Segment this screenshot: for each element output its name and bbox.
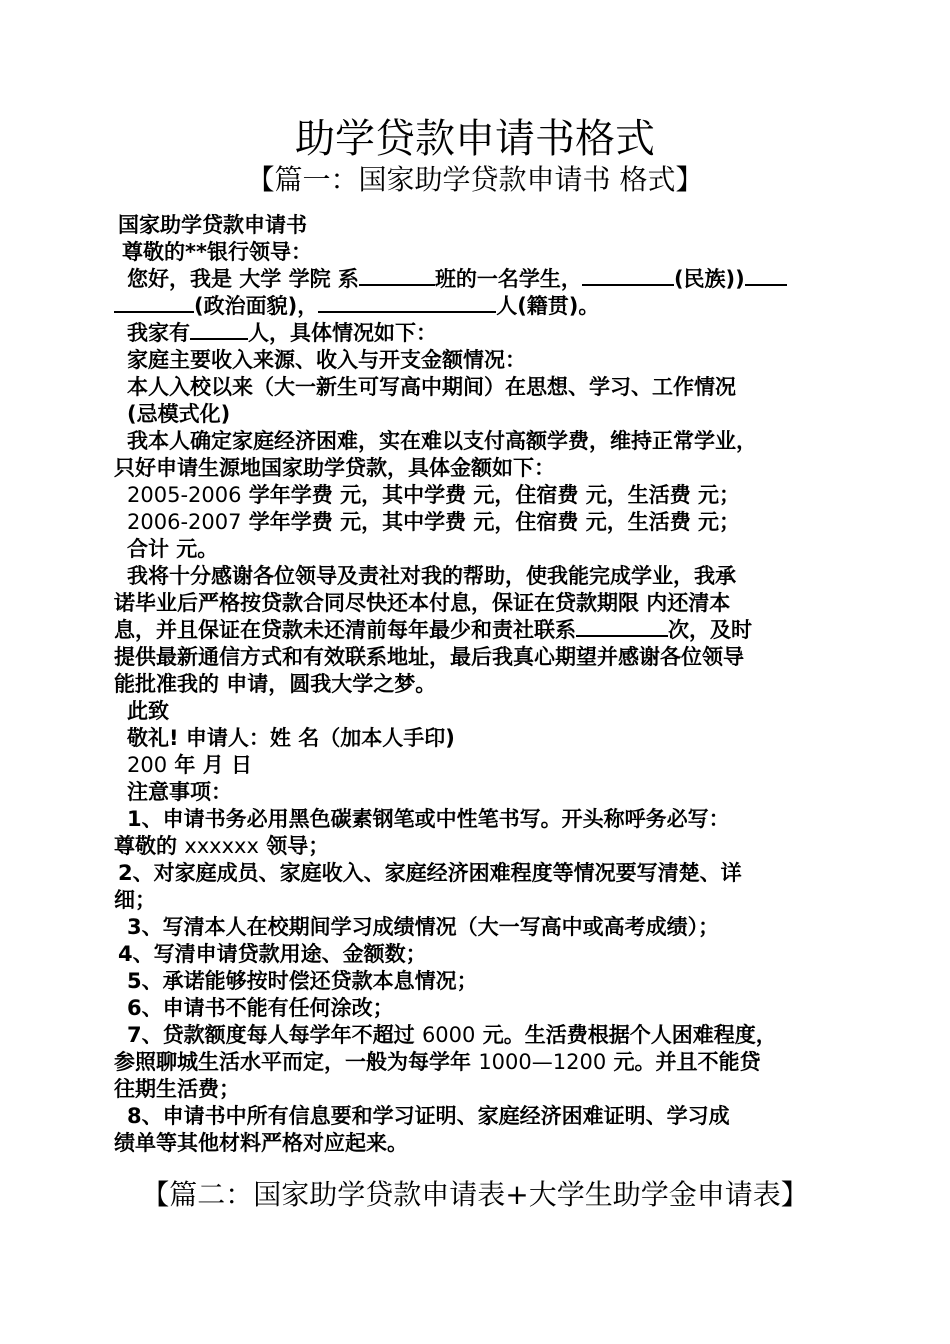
hometown-blank bbox=[318, 293, 496, 313]
note-1-line-1: 1、申请书务必用黑色碳素钢笔或中性笔书写。开头称呼务必写： bbox=[127, 807, 730, 831]
family-text-b: 人，具体情况如下： bbox=[248, 321, 437, 345]
promise-line-3 bbox=[114, 617, 844, 644]
letter-heading: 国家助学贷款申请书 bbox=[118, 213, 307, 237]
note-6: 6、申请书不能有任何涂改； bbox=[127, 996, 394, 1020]
political-blank-start bbox=[745, 266, 787, 286]
total-line: 合计 元。 bbox=[127, 537, 219, 561]
salutation: 尊敬的**银行领导： bbox=[122, 240, 312, 264]
note-7-text-b1: 参照聊城生活水平而定，一般为每学年 bbox=[114, 1050, 471, 1074]
intro-text-a: 您好，我是 大学 学院 系 bbox=[127, 267, 359, 291]
income-line: 家庭主要收入来源、收入与开支金额情况： bbox=[127, 348, 526, 372]
date-number: 200 bbox=[127, 753, 168, 777]
notes-heading: 注意事项： bbox=[127, 780, 232, 804]
note-1-text-a: 尊敬的 bbox=[114, 834, 177, 858]
since-enroll-line-2: (忌模式化) bbox=[127, 402, 231, 426]
note-7-amount: 6000 bbox=[421, 1023, 476, 1047]
note-3: 3、写清本人在校期间学习成绩情况（大一写高中或高考成绩）； bbox=[127, 915, 720, 939]
since-enroll-line-1: 本人入校以来（大一新生可写高中期间）在思想、学习、工作情况 bbox=[127, 375, 736, 399]
intro-text-b: 班的一名学生， bbox=[434, 267, 582, 291]
note-5: 5、承诺能够按时偿还贷款本息情况； bbox=[127, 969, 478, 993]
year2-line bbox=[114, 509, 844, 536]
note-7-range: 1000—1200 bbox=[478, 1050, 607, 1074]
promise-line-5: 能批准我的 申请，圆我大学之梦。 bbox=[114, 672, 437, 696]
intro-text-d: (政治面貌)， bbox=[194, 294, 319, 318]
family-text-a: 我家有 bbox=[127, 321, 190, 345]
promise-line-1: 我将十分感谢各位领导及责社对我的帮助，使我能完成学业，我承 bbox=[127, 564, 736, 588]
date-text: 年 月 日 bbox=[174, 753, 253, 777]
promise-line-2: 诺毕业后严格按贷款合同尽快还本付息，保证在贷款期限 内还清本 bbox=[114, 591, 731, 615]
year1-line bbox=[114, 482, 844, 509]
note-8-line-1: 8、申请书中所有信息要和学习证明、家庭经济困难证明、学习成 bbox=[127, 1104, 730, 1128]
family-count-blank bbox=[190, 320, 248, 340]
contact-count-blank bbox=[576, 617, 668, 637]
note-4: 4、写清申请贷款用途、金额数； bbox=[118, 942, 427, 966]
closing-line-1: 此致 bbox=[127, 699, 169, 723]
closing-line-2: 敬礼! 申请人：姓 名（加本人手印) bbox=[127, 726, 455, 750]
promise-text-3a: 息，并且保证在贷款未还清前每年最少和责社联系 bbox=[114, 618, 576, 642]
intro-text-e: 人(籍贯)。 bbox=[496, 294, 600, 318]
section2-heading: 【篇二：国家助学贷款申请表+大学生助学金申请表】 bbox=[141, 1178, 809, 1211]
year2-text: 学年学费 元，其中学费 元，住宿费 元，生活费 元； bbox=[248, 510, 741, 534]
intro-line-1 bbox=[114, 266, 844, 293]
note-2-line-2: 细； bbox=[114, 888, 156, 912]
note-7-text-a1: 7、贷款额度每人每学年不超过 bbox=[127, 1023, 415, 1047]
note-1-text-c: 领导； bbox=[266, 834, 330, 858]
ethnicity-blank bbox=[582, 266, 674, 286]
note-7-text-a3: 元。生活费根据个人困难程度， bbox=[482, 1023, 777, 1047]
intro-line-2 bbox=[114, 293, 844, 320]
intro-text-c: (民族)) bbox=[673, 267, 745, 291]
hardship-line-2: 只好申请生源地国家助学贷款，具体金额如下： bbox=[114, 456, 555, 480]
date-line bbox=[114, 752, 844, 779]
promise-text-3b: 次，及时 bbox=[668, 618, 752, 642]
class-blank bbox=[359, 266, 435, 286]
note-2-line-1: 2、对家庭成员、家庭收入、家庭经济困难程度等情况要写清楚、详 bbox=[118, 861, 742, 885]
section1-heading: 【篇一：国家助学贷款申请书 格式】 bbox=[246, 163, 704, 196]
letter-body bbox=[114, 212, 844, 1157]
year1-text: 学年学费 元，其中学费 元，住宿费 元，生活费 元； bbox=[248, 483, 741, 507]
note-1-placeholder: xxxxxx bbox=[184, 834, 259, 858]
note-7-text-b3: 元。并且不能贷 bbox=[613, 1050, 761, 1074]
note-7-line-1 bbox=[114, 1022, 844, 1049]
note-1-line-2 bbox=[114, 833, 844, 860]
political-blank-end bbox=[114, 293, 194, 313]
year1-number: 2005-2006 bbox=[127, 483, 242, 507]
note-7-line-2 bbox=[114, 1049, 844, 1076]
family-line bbox=[114, 320, 844, 347]
document-title: 助学贷款申请书格式 bbox=[295, 116, 655, 162]
year2-number: 2006-2007 bbox=[127, 510, 242, 534]
hardship-line-1: 我本人确定家庭经济困难，实在难以支付高额学费，维持正常学业， bbox=[127, 429, 757, 453]
note-8-line-2: 绩单等其他材料严格对应起来。 bbox=[114, 1131, 408, 1155]
promise-line-4: 提供最新通信方式和有效联系地址，最后我真心期望并感谢各位领导 bbox=[114, 645, 744, 669]
note-7-line-3: 往期生活费； bbox=[114, 1077, 240, 1101]
